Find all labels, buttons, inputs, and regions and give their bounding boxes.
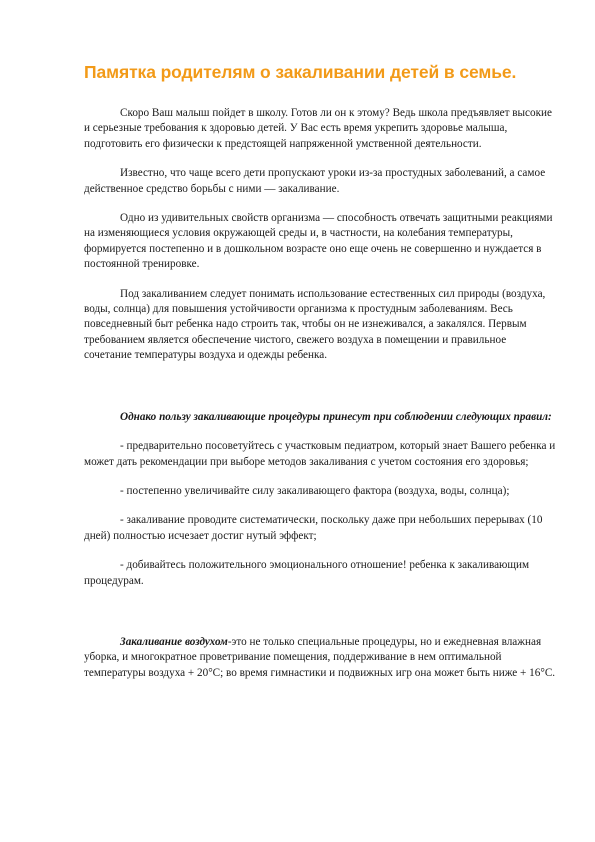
paragraph-intro: Скоро Ваш малыш пойдет в школу. Готов ли он к этому? Ведь школа предъявляет высокие и серьезные требования к здоровью детей. У Вас есть время укрепить здоровье малыша, подготовить его физически к предстоящей напряженной умственной деятельности. [84, 107, 552, 150]
document-page [84, 60, 556, 695]
air-hardening-text: -это не только специальные процедуры, но и ежедневная влажная уборка, и многократное проветривание помещения, поддерживание в нем оптимальной температуры воздуха + 20°С; во время гимнастики и подвижных игр она может быть ниже + 16°С. [84, 635, 556, 679]
document-title: Памятка родителям о закаливании детей в семье. [84, 62, 517, 82]
rule-item-4: - добивайтесь положительного эмоционального отношение! ребенка к закаливающим процедурам. [84, 559, 530, 587]
paragraph-organism: Одно из удивительных свойств организма — способность отвечать защитными реакциями на изменяющиеся условия окружающей среды и, в частности, на колебания температуры, формируется постепенно и в дошкольном возрасте оно еще очень не совершенно и нуждается в постоянной тренировке. [84, 212, 553, 271]
rule-item-3: - закаливание проводите систематически, поскольку даже при небольших перерывах (10 дней) полностью исчезает достиг нутый эффект; [84, 514, 543, 542]
paragraph-air-hardening [84, 635, 556, 681]
rules-heading: Однако пользу закаливающие процедуры принесут при соблюдении следующих правил: [120, 410, 552, 423]
rule-item-1: - предварительно посоветуйтесь с участковым педиатром, который знает Вашего ребенка и может дать рекомендации при выборе методов закаливания с учетом состояния его здоровья; [84, 440, 556, 468]
paragraph-colds: Известно, что чаще всего дети пропускают уроки из-за простудных заболеваний, а самое действенное средство борьбы с ними — закаливание. [84, 167, 546, 195]
paragraph-definition: Под закаливанием следует понимать использование естественных сил природы (воздуха, воды, солнца) для повышения устойчивости организма к простудным заболеваниям. Весь повседневный быт ребенка надо строить так, чтобы он не изнеживался, а закалялся. Первым требованием является обеспечение чистого, свежего воздуха в помещении и правильное сочетание температуры воздуха и одежды ребенка. [84, 287, 546, 362]
air-hardening-lead: Закаливание воздухом [120, 635, 228, 648]
rule-item-2: - постепенно увеличивайте силу закаливающего фактора (воздуха, воды, солнца); [120, 484, 510, 497]
